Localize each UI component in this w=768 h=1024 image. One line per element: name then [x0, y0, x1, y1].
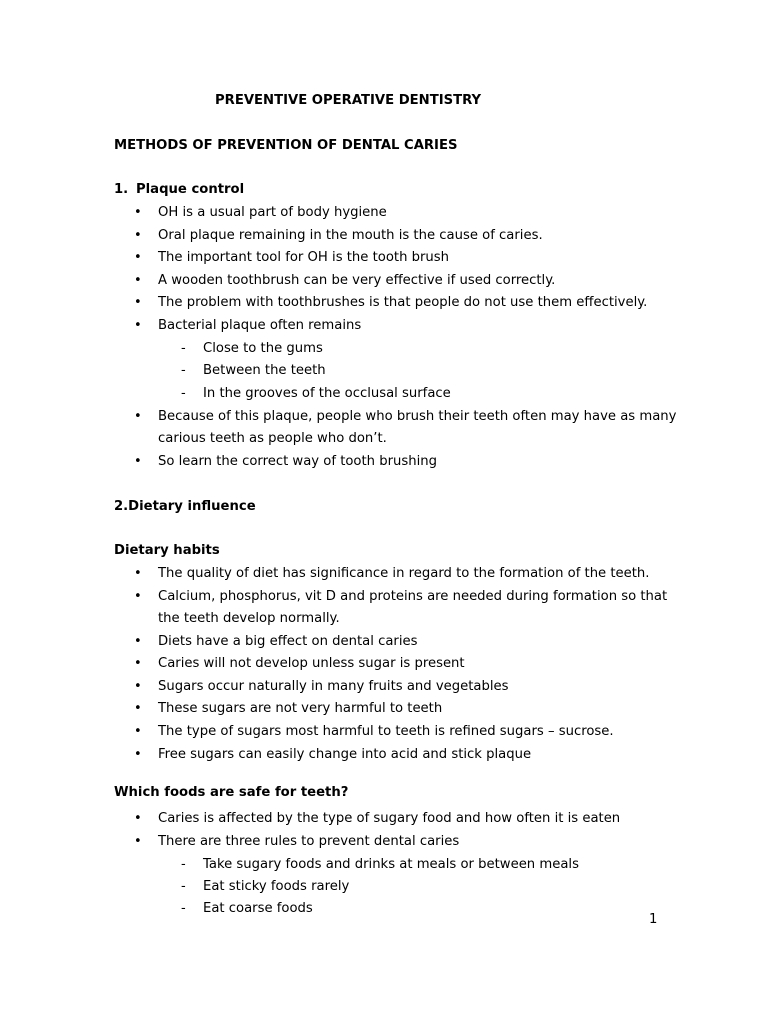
list-item: A wooden toothbrush can be very effective if used correctly.	[158, 273, 556, 288]
list-item: The important tool for OH is the tooth brush	[158, 250, 450, 265]
list-item-continuation: the teeth develop normally.	[158, 611, 340, 626]
bullet-marker: •	[134, 834, 142, 849]
list-item: Caries will not develop unless sugar is present	[158, 656, 465, 671]
bullet-marker: •	[134, 679, 142, 694]
bullet-marker: •	[134, 318, 142, 333]
section-2-heading: 2.Dietary influence	[114, 499, 256, 514]
list-item: The problem with toothbrushes is that people do not use them effectively.	[158, 295, 648, 310]
section-1-number: 1.	[114, 182, 129, 197]
list-item: Diets have a big effect on dental caries	[158, 634, 418, 649]
list-item: So learn the correct way of tooth brushing	[158, 454, 437, 469]
bullet-marker: •	[134, 811, 142, 826]
sub-list-item: Take sugary foods and drinks at meals or between meals	[203, 857, 579, 872]
list-item: Sugars occur naturally in many fruits and vegetables	[158, 679, 509, 694]
list-item: The type of sugars most harmful to teeth is refined sugars – sucrose.	[158, 724, 614, 739]
section-1-heading: Plaque control	[136, 182, 245, 197]
list-item: Caries is affected by the type of sugary food and how often it is eaten	[158, 811, 621, 826]
bullet-marker: •	[134, 228, 142, 243]
list-item: These sugars are not very harmful to teeth	[158, 701, 443, 716]
bullet-marker: •	[134, 205, 142, 220]
bullet-marker: •	[134, 566, 142, 581]
list-item-continuation: carious teeth as people who don’t.	[158, 431, 387, 446]
document-subtitle: METHODS OF PREVENTION OF DENTAL CARIES	[114, 138, 458, 153]
bullet-marker: •	[134, 724, 142, 739]
bullet-marker: •	[134, 273, 142, 288]
section-3-heading: Which foods are safe for teeth?	[114, 785, 349, 800]
bullet-marker: •	[134, 454, 142, 469]
bullet-marker: •	[134, 656, 142, 671]
section-2-subheading: Dietary habits	[114, 543, 220, 558]
bullet-marker: •	[134, 409, 142, 424]
dash-marker: -	[181, 879, 186, 894]
bullet-marker: •	[134, 701, 142, 716]
list-item: There are three rules to prevent dental caries	[158, 834, 460, 849]
document-title: PREVENTIVE OPERATIVE DENTISTRY	[215, 93, 482, 108]
bullet-marker: •	[134, 295, 142, 310]
list-item: The quality of diet has significance in regard to the formation of the teeth.	[158, 566, 650, 581]
sub-list-item: In the grooves of the occlusal surface	[203, 386, 451, 401]
dash-marker: -	[181, 901, 186, 916]
bullet-marker: •	[134, 634, 142, 649]
dash-marker: -	[181, 857, 186, 872]
dash-marker: -	[181, 363, 186, 378]
sub-list-item: Between the teeth	[203, 363, 326, 378]
list-item: Because of this plaque, people who brush their teeth often may have as many	[158, 409, 677, 424]
sub-list-item: Eat sticky foods rarely	[203, 879, 350, 894]
list-item: Calcium, phosphorus, vit D and proteins are needed during formation so that	[158, 589, 668, 604]
list-item: Free sugars can easily change into acid and stick plaque	[158, 747, 532, 762]
bullet-marker: •	[134, 589, 142, 604]
page-number: 1	[649, 912, 658, 927]
list-item: OH is a usual part of body hygiene	[158, 205, 387, 220]
bullet-marker: •	[134, 250, 142, 265]
sub-list-item: Eat coarse foods	[203, 901, 313, 916]
sub-list-item: Close to the gums	[203, 341, 323, 356]
list-item: Oral plaque remaining in the mouth is the cause of caries.	[158, 228, 543, 243]
dash-marker: -	[181, 341, 186, 356]
list-item: Bacterial plaque often remains	[158, 318, 362, 333]
dash-marker: -	[181, 386, 186, 401]
bullet-marker: •	[134, 747, 142, 762]
